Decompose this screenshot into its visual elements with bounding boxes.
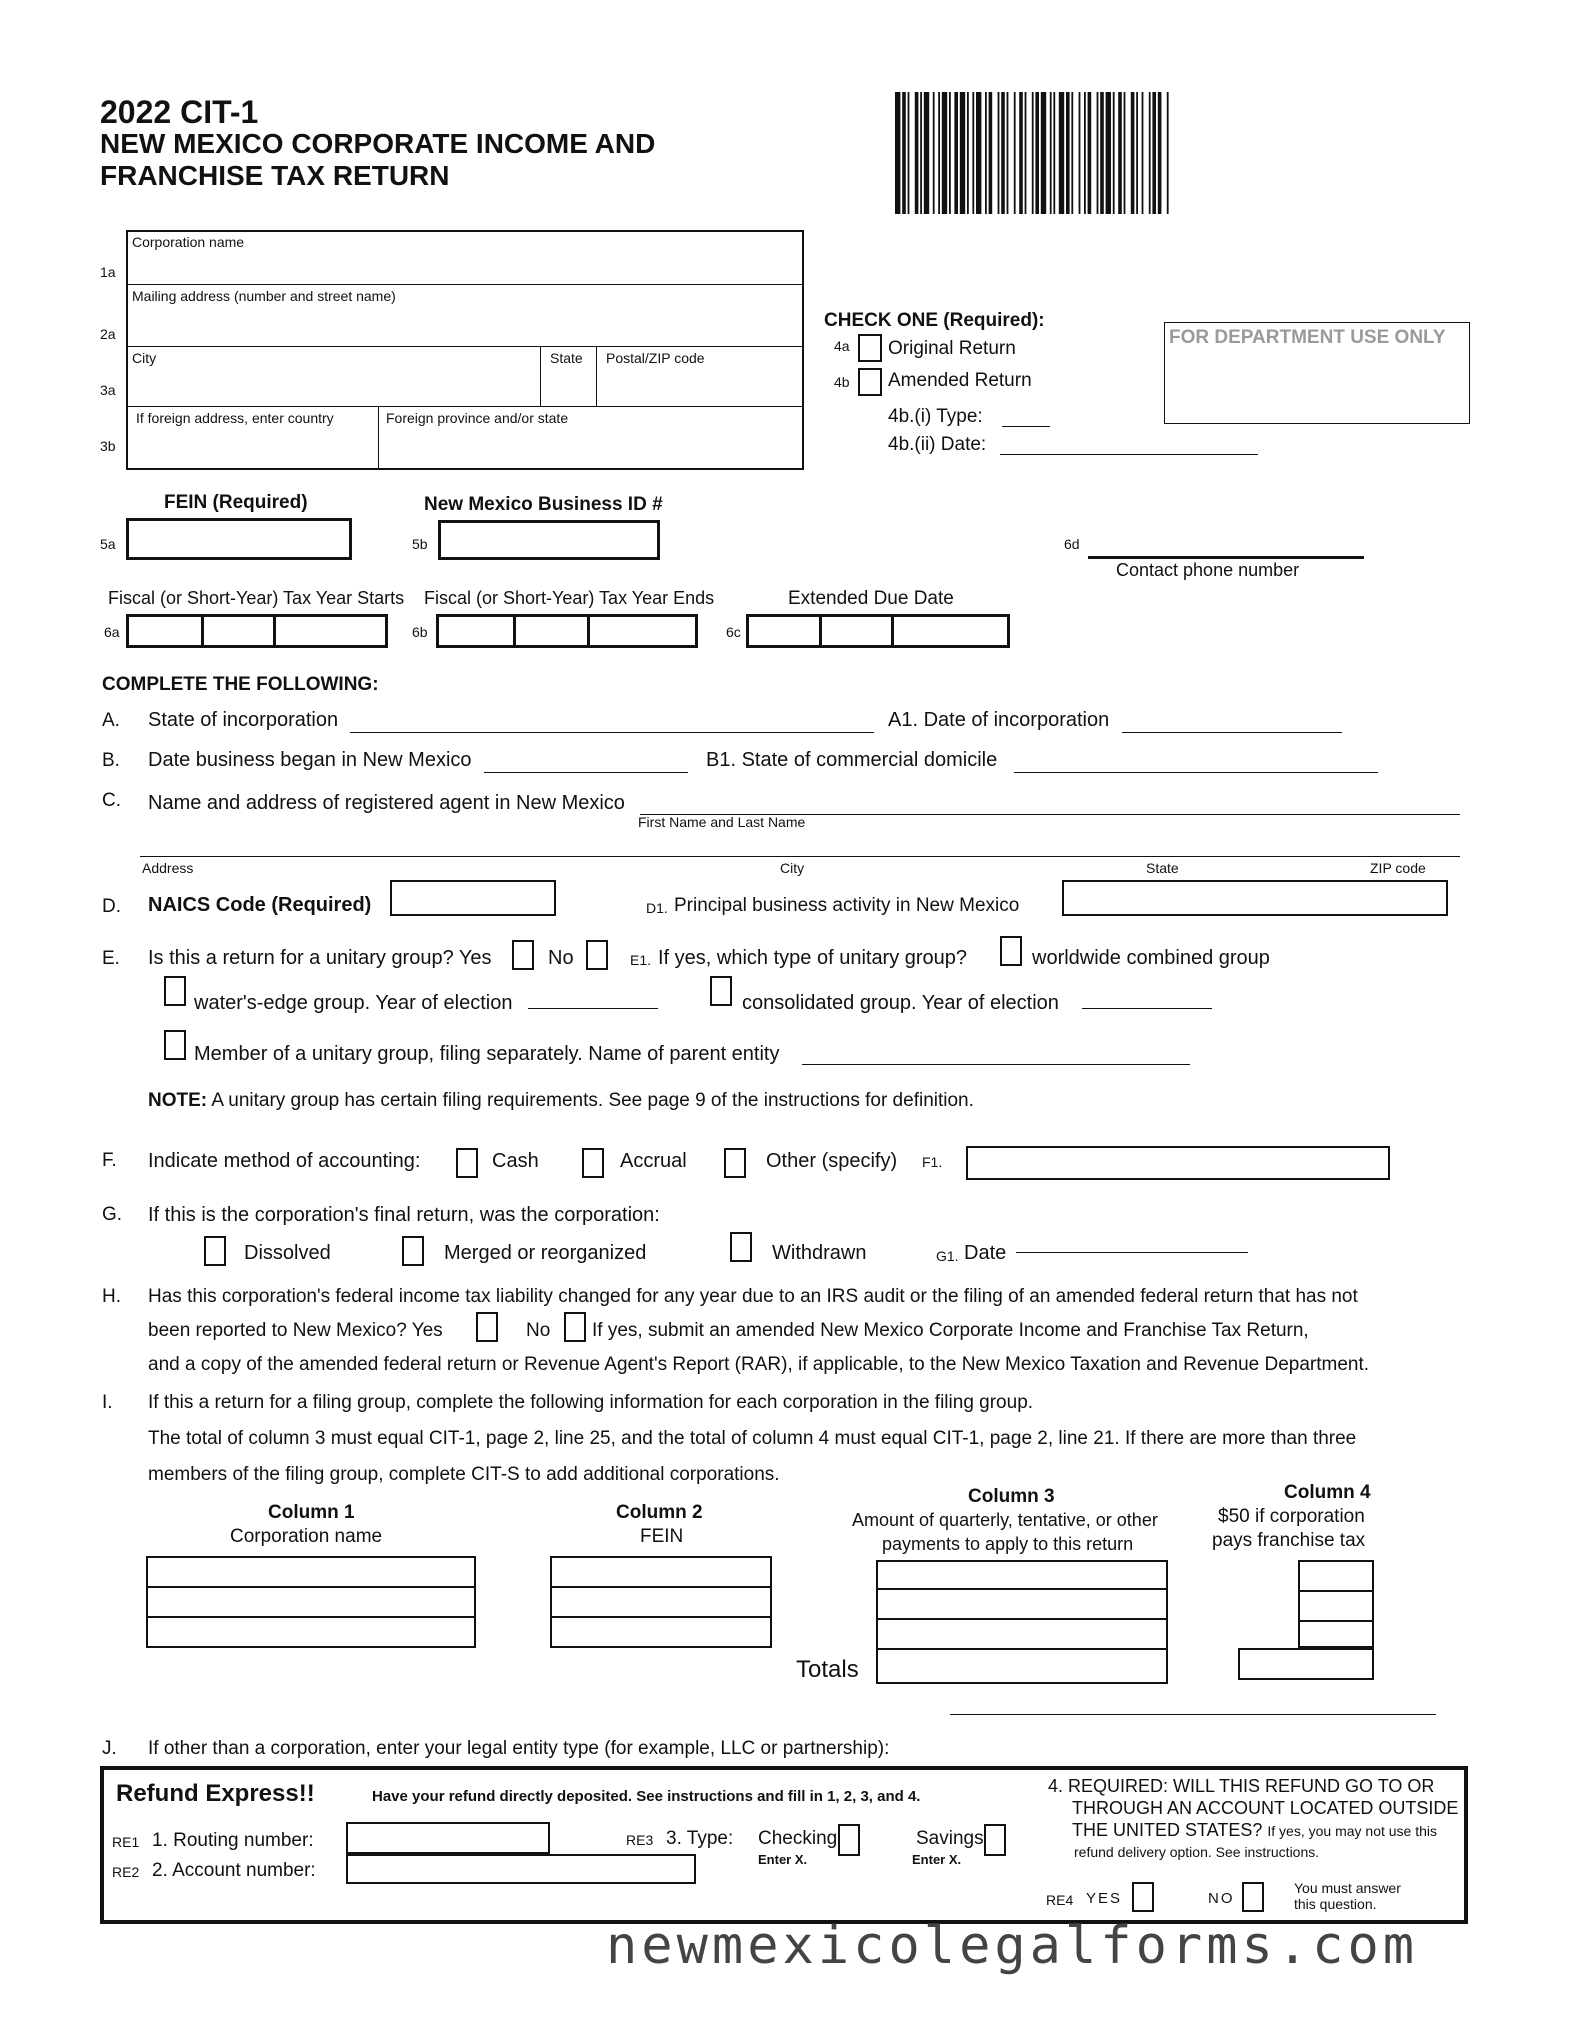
- re4-yes-label: YES: [1086, 1890, 1123, 1907]
- letter-a: A.: [102, 710, 120, 731]
- form-subtitle-line2: FRANCHISE TAX RETURN: [100, 160, 450, 191]
- h-line1: Has this corporation's federal income tax liability changed for any year due to an IRS audit or the filing of an amended federal return that has not: [148, 1286, 1358, 1307]
- code-4b: 4b: [834, 374, 850, 390]
- mailing-address-field[interactable]: [130, 306, 800, 344]
- original-return-label: Original Return: [888, 338, 1016, 359]
- routing-number-input[interactable]: [346, 1822, 550, 1854]
- nm-business-id-code: 5b: [412, 536, 428, 552]
- re3-code: RE3: [626, 1832, 654, 1848]
- consolidated-label: consolidated group. Year of election: [742, 992, 1059, 1014]
- commercial-domicile-label: B1. State of commercial domicile: [706, 749, 998, 771]
- i-line1: If this a return for a filing group, complete the following information for each corporation in the filing group.: [148, 1392, 1034, 1413]
- complete-heading: COMPLETE THE FOLLOWING:: [102, 674, 379, 695]
- amended-type-label: 4b.(i) Type:: [888, 406, 983, 427]
- extended-due-date-code: 6c: [726, 624, 741, 640]
- re4-no-checkbox[interactable]: [1242, 1882, 1264, 1912]
- withdrawn-label: Withdrawn: [772, 1242, 867, 1264]
- check-one-title: CHECK ONE (Required):: [824, 310, 1045, 331]
- final-return-question: If this is the corporation's final return, was the corporation:: [148, 1204, 660, 1226]
- letter-c: C.: [102, 790, 121, 811]
- q4-small1: If yes, you may not use this: [1267, 1823, 1438, 1839]
- zip-sublabel: ZIP code: [1370, 860, 1426, 876]
- mailing-address-label: Mailing address (number and street name): [132, 288, 396, 304]
- member-filing-separately-label: Member of a unitary group, filing separately. Name of parent entity: [194, 1043, 780, 1065]
- state-sublabel: State: [1146, 860, 1179, 876]
- legal-entity-type-field[interactable]: [950, 1714, 1436, 1715]
- q4-line2: THROUGH AN ACCOUNT LOCATED OUTSIDE: [1072, 1798, 1459, 1818]
- note-text: A unitary group has certain filing requirements. See page 9 of the instructions for definition.: [211, 1090, 974, 1111]
- q4-line1: 4. REQUIRED: WILL THIS REFUND GO TO OR: [1048, 1776, 1435, 1796]
- g1-code: G1.: [936, 1248, 959, 1264]
- h-line3: and a copy of the amended federal return or Revenue Agent's Report (RAR), if applicable, to the New Mexico Taxation and Revenue Department.: [148, 1354, 1370, 1375]
- tax-year-end-label: Fiscal (or Short-Year) Tax Year Ends: [424, 588, 715, 608]
- nm-business-id-input[interactable]: [438, 520, 660, 560]
- column4-table[interactable]: [1298, 1560, 1374, 1648]
- waters-edge-label: water's-edge group. Year of election: [194, 992, 513, 1014]
- naics-input[interactable]: [390, 880, 556, 916]
- cash-checkbox[interactable]: [456, 1148, 478, 1178]
- savings-label: Savings: [916, 1828, 984, 1849]
- foreign-province-field[interactable]: [382, 428, 800, 468]
- row-number-3b: 3b: [100, 438, 116, 454]
- principal-activity-input[interactable]: [1062, 880, 1448, 916]
- city-sublabel: City: [780, 860, 805, 876]
- member-filing-separately-checkbox[interactable]: [164, 1030, 186, 1060]
- savings-checkbox[interactable]: [984, 1824, 1006, 1856]
- amended-return-checkbox[interactable]: [858, 368, 882, 396]
- merged-label: Merged or reorganized: [444, 1242, 647, 1264]
- worldwide-combined-label: worldwide combined group: [1032, 947, 1270, 969]
- phone-code: 6d: [1064, 536, 1080, 552]
- h-yes-checkbox[interactable]: [476, 1312, 498, 1342]
- naics-label: NAICS Code (Required): [148, 894, 372, 916]
- merged-checkbox[interactable]: [402, 1236, 424, 1266]
- letter-b: B.: [102, 750, 120, 771]
- tax-year-end-code: 6b: [412, 624, 428, 640]
- unitary-no-label: No: [548, 947, 574, 969]
- watermark: newmexicolegalforms.com: [606, 1916, 1419, 1976]
- nm-business-id-label: New Mexico Business ID #: [424, 494, 663, 515]
- refund-instructions: Have your refund directly deposited. See instructions and fill in 1, 2, 3, and 4.: [372, 1788, 921, 1805]
- column3-subtitle2: payments to apply to this return: [882, 1534, 1134, 1554]
- routing-label: 1. Routing number:: [152, 1830, 314, 1851]
- state-of-incorporation-field[interactable]: [350, 732, 874, 733]
- form-subtitle-line1: NEW MEXICO CORPORATE INCOME AND: [100, 128, 656, 159]
- waters-edge-checkbox[interactable]: [164, 976, 186, 1006]
- row-number-3a: 3a: [100, 382, 116, 398]
- state-field[interactable]: [542, 368, 594, 404]
- re4-no-label: NO: [1208, 1890, 1235, 1907]
- amended-type-field[interactable]: [1002, 426, 1050, 427]
- consolidated-checkbox[interactable]: [710, 976, 732, 1006]
- refund-express-box: [100, 1766, 1468, 1924]
- accrual-checkbox[interactable]: [582, 1148, 604, 1178]
- letter-e: E.: [102, 948, 120, 969]
- original-return-checkbox[interactable]: [858, 334, 882, 362]
- f1-code: F1.: [922, 1154, 943, 1170]
- amended-return-label: Amended Return: [888, 370, 1032, 391]
- registered-agent-label: Name and address of registered agent in New Mexico: [148, 792, 625, 814]
- q4-line3-text: THE UNITED STATES?: [1072, 1820, 1263, 1840]
- checking-enter-x: Enter X.: [758, 1852, 808, 1867]
- legal-entity-question: If other than a corporation, enter your legal entity type (for example, LLC or partnership):: [148, 1738, 890, 1759]
- worldwide-combined-checkbox[interactable]: [1000, 936, 1022, 966]
- column4-title: Column 4: [1284, 1482, 1371, 1503]
- letter-f: F.: [102, 1150, 117, 1171]
- other-method-label: Other (specify): [766, 1150, 898, 1172]
- amended-date-label: 4b.(ii) Date:: [888, 434, 987, 455]
- letter-i: I.: [102, 1392, 113, 1413]
- fein-code: 5a: [100, 536, 116, 552]
- unitary-group-question: Is this a return for a unitary group? Yes: [148, 947, 492, 969]
- waters-edge-year-field[interactable]: [528, 1008, 658, 1009]
- dissolved-label: Dissolved: [244, 1242, 331, 1264]
- note: [148, 1090, 974, 1112]
- account-number-input[interactable]: [346, 1854, 696, 1884]
- extended-due-date-label: Extended Due Date: [788, 588, 954, 609]
- tax-year-start-label: Fiscal (or Short-Year) Tax Year Starts: [108, 588, 405, 608]
- must-answer-line1: You must answer: [1294, 1880, 1401, 1896]
- dissolved-checkbox[interactable]: [204, 1236, 226, 1266]
- re4-yes-checkbox[interactable]: [1132, 1882, 1154, 1912]
- city-field[interactable]: [130, 368, 535, 404]
- extended-due-date-input[interactable]: [746, 614, 1010, 648]
- principal-activity-label: Principal business activity in New Mexico: [674, 895, 1020, 916]
- type-label: 3. Type:: [666, 1828, 734, 1849]
- contact-phone-field[interactable]: [1088, 556, 1364, 559]
- accrual-label: Accrual: [620, 1150, 687, 1172]
- h-no-checkbox[interactable]: [564, 1312, 586, 1342]
- department-use-box: [1164, 322, 1470, 424]
- foreign-country-field[interactable]: [130, 428, 375, 468]
- postal-label: Postal/ZIP code: [606, 350, 705, 366]
- g1-date-field[interactable]: [1016, 1252, 1248, 1253]
- tax-year-start-input[interactable]: [126, 614, 388, 648]
- column3-subtitle1: Amount of quarterly, tentative, or other: [852, 1510, 1158, 1530]
- column1-table[interactable]: [146, 1556, 476, 1648]
- corporation-name-label: Corporation name: [132, 234, 245, 250]
- i-line2: The total of column 3 must equal CIT-1, page 2, line 25, and the total of column 4 must equal CIT-1, page 2, line 21. If there are more than three: [148, 1428, 1357, 1449]
- column4-total[interactable]: [1238, 1648, 1374, 1680]
- letter-d: D.: [102, 896, 121, 917]
- e1-code: E1.: [630, 952, 652, 968]
- address-block: [126, 230, 804, 470]
- date-began-nm-field[interactable]: [484, 772, 688, 773]
- q4-small2: refund delivery option. See instructions.: [1074, 1844, 1320, 1860]
- registered-agent-address-field[interactable]: [140, 856, 1460, 857]
- tax-year-start-code: 6a: [104, 624, 120, 640]
- city-label: City: [132, 350, 157, 366]
- unitary-no-checkbox[interactable]: [586, 940, 608, 970]
- g1-date-label: Date: [964, 1242, 1007, 1264]
- foreign-country-label: If foreign address, enter country: [136, 410, 334, 426]
- checking-checkbox[interactable]: [838, 1824, 860, 1856]
- state-label: State: [550, 350, 583, 366]
- column2-title: Column 2: [616, 1502, 703, 1523]
- column3-title: Column 3: [968, 1486, 1055, 1507]
- h-line2: been reported to New Mexico? Yes: [148, 1320, 443, 1341]
- barcode: [895, 92, 1395, 214]
- date-began-nm-label: Date business began in New Mexico: [148, 749, 472, 771]
- re2-code: RE2: [112, 1864, 140, 1880]
- department-use-label: FOR DEPARTMENT USE ONLY: [1169, 327, 1446, 348]
- commercial-domicile-field[interactable]: [1014, 772, 1378, 773]
- consolidated-year-field[interactable]: [1082, 1008, 1212, 1009]
- address-sublabel: Address: [142, 860, 194, 876]
- date-of-incorporation-label: A1. Date of incorporation: [888, 709, 1110, 731]
- column4-subtitle2: pays franchise tax: [1212, 1530, 1366, 1551]
- unitary-type-question: If yes, which type of unitary group?: [658, 947, 968, 969]
- accounting-method-label: Indicate method of accounting:: [148, 1150, 421, 1172]
- foreign-province-label: Foreign province and/or state: [386, 410, 569, 426]
- must-answer-line2: this question.: [1294, 1896, 1377, 1912]
- refund-express-title: Refund Express!!: [116, 1780, 315, 1807]
- parent-entity-field[interactable]: [802, 1064, 1190, 1065]
- account-label: 2. Account number:: [152, 1860, 316, 1881]
- cash-label: Cash: [492, 1150, 539, 1172]
- unitary-yes-checkbox[interactable]: [512, 940, 534, 970]
- first-last-name-label: First Name and Last Name: [638, 814, 806, 830]
- i-line3: members of the filing group, complete CIT-S to add additional corporations.: [148, 1464, 780, 1485]
- column1-title: Column 1: [268, 1502, 355, 1523]
- postal-field[interactable]: [598, 368, 798, 404]
- fein-input[interactable]: [126, 518, 352, 560]
- column2-subtitle: FEIN: [640, 1526, 684, 1547]
- contact-phone-label: Contact phone number: [1116, 560, 1300, 580]
- letter-g: G.: [102, 1204, 123, 1225]
- date-of-incorporation-field[interactable]: [1122, 732, 1342, 733]
- q4-line3: [1072, 1820, 1437, 1841]
- column2-table[interactable]: [550, 1556, 772, 1648]
- row-number-1a: 1a: [100, 264, 116, 280]
- tax-year-end-input[interactable]: [436, 614, 698, 648]
- letter-h: H.: [102, 1286, 121, 1307]
- fein-label: FEIN (Required): [164, 492, 308, 513]
- note-bold: NOTE:: [148, 1090, 208, 1111]
- corporation-name-field[interactable]: [130, 252, 800, 282]
- state-of-incorporation-label: State of incorporation: [148, 709, 339, 731]
- withdrawn-checkbox[interactable]: [730, 1232, 752, 1262]
- column4-subtitle1: $50 if corporation: [1218, 1506, 1365, 1527]
- d1-code: D1.: [646, 900, 668, 916]
- other-method-input[interactable]: [966, 1146, 1390, 1180]
- row-number-2a: 2a: [100, 326, 116, 342]
- letter-j: J.: [102, 1738, 117, 1759]
- column3-table[interactable]: [876, 1560, 1168, 1684]
- re1-code: RE1: [112, 1834, 140, 1850]
- savings-enter-x: Enter X.: [912, 1852, 962, 1867]
- other-method-checkbox[interactable]: [724, 1148, 746, 1178]
- h-line2b: If yes, submit an amended New Mexico Corporate Income and Franchise Tax Return,: [592, 1320, 1309, 1341]
- code-4a: 4a: [834, 338, 850, 354]
- checking-label: Checking: [758, 1828, 838, 1849]
- re4-code: RE4: [1046, 1892, 1074, 1908]
- form-title: 2022 CIT-1: [100, 94, 259, 130]
- amended-date-field[interactable]: [1000, 454, 1258, 455]
- totals-label: Totals: [796, 1656, 859, 1683]
- column1-subtitle: Corporation name: [230, 1526, 383, 1547]
- h-no-label: No: [526, 1320, 551, 1341]
